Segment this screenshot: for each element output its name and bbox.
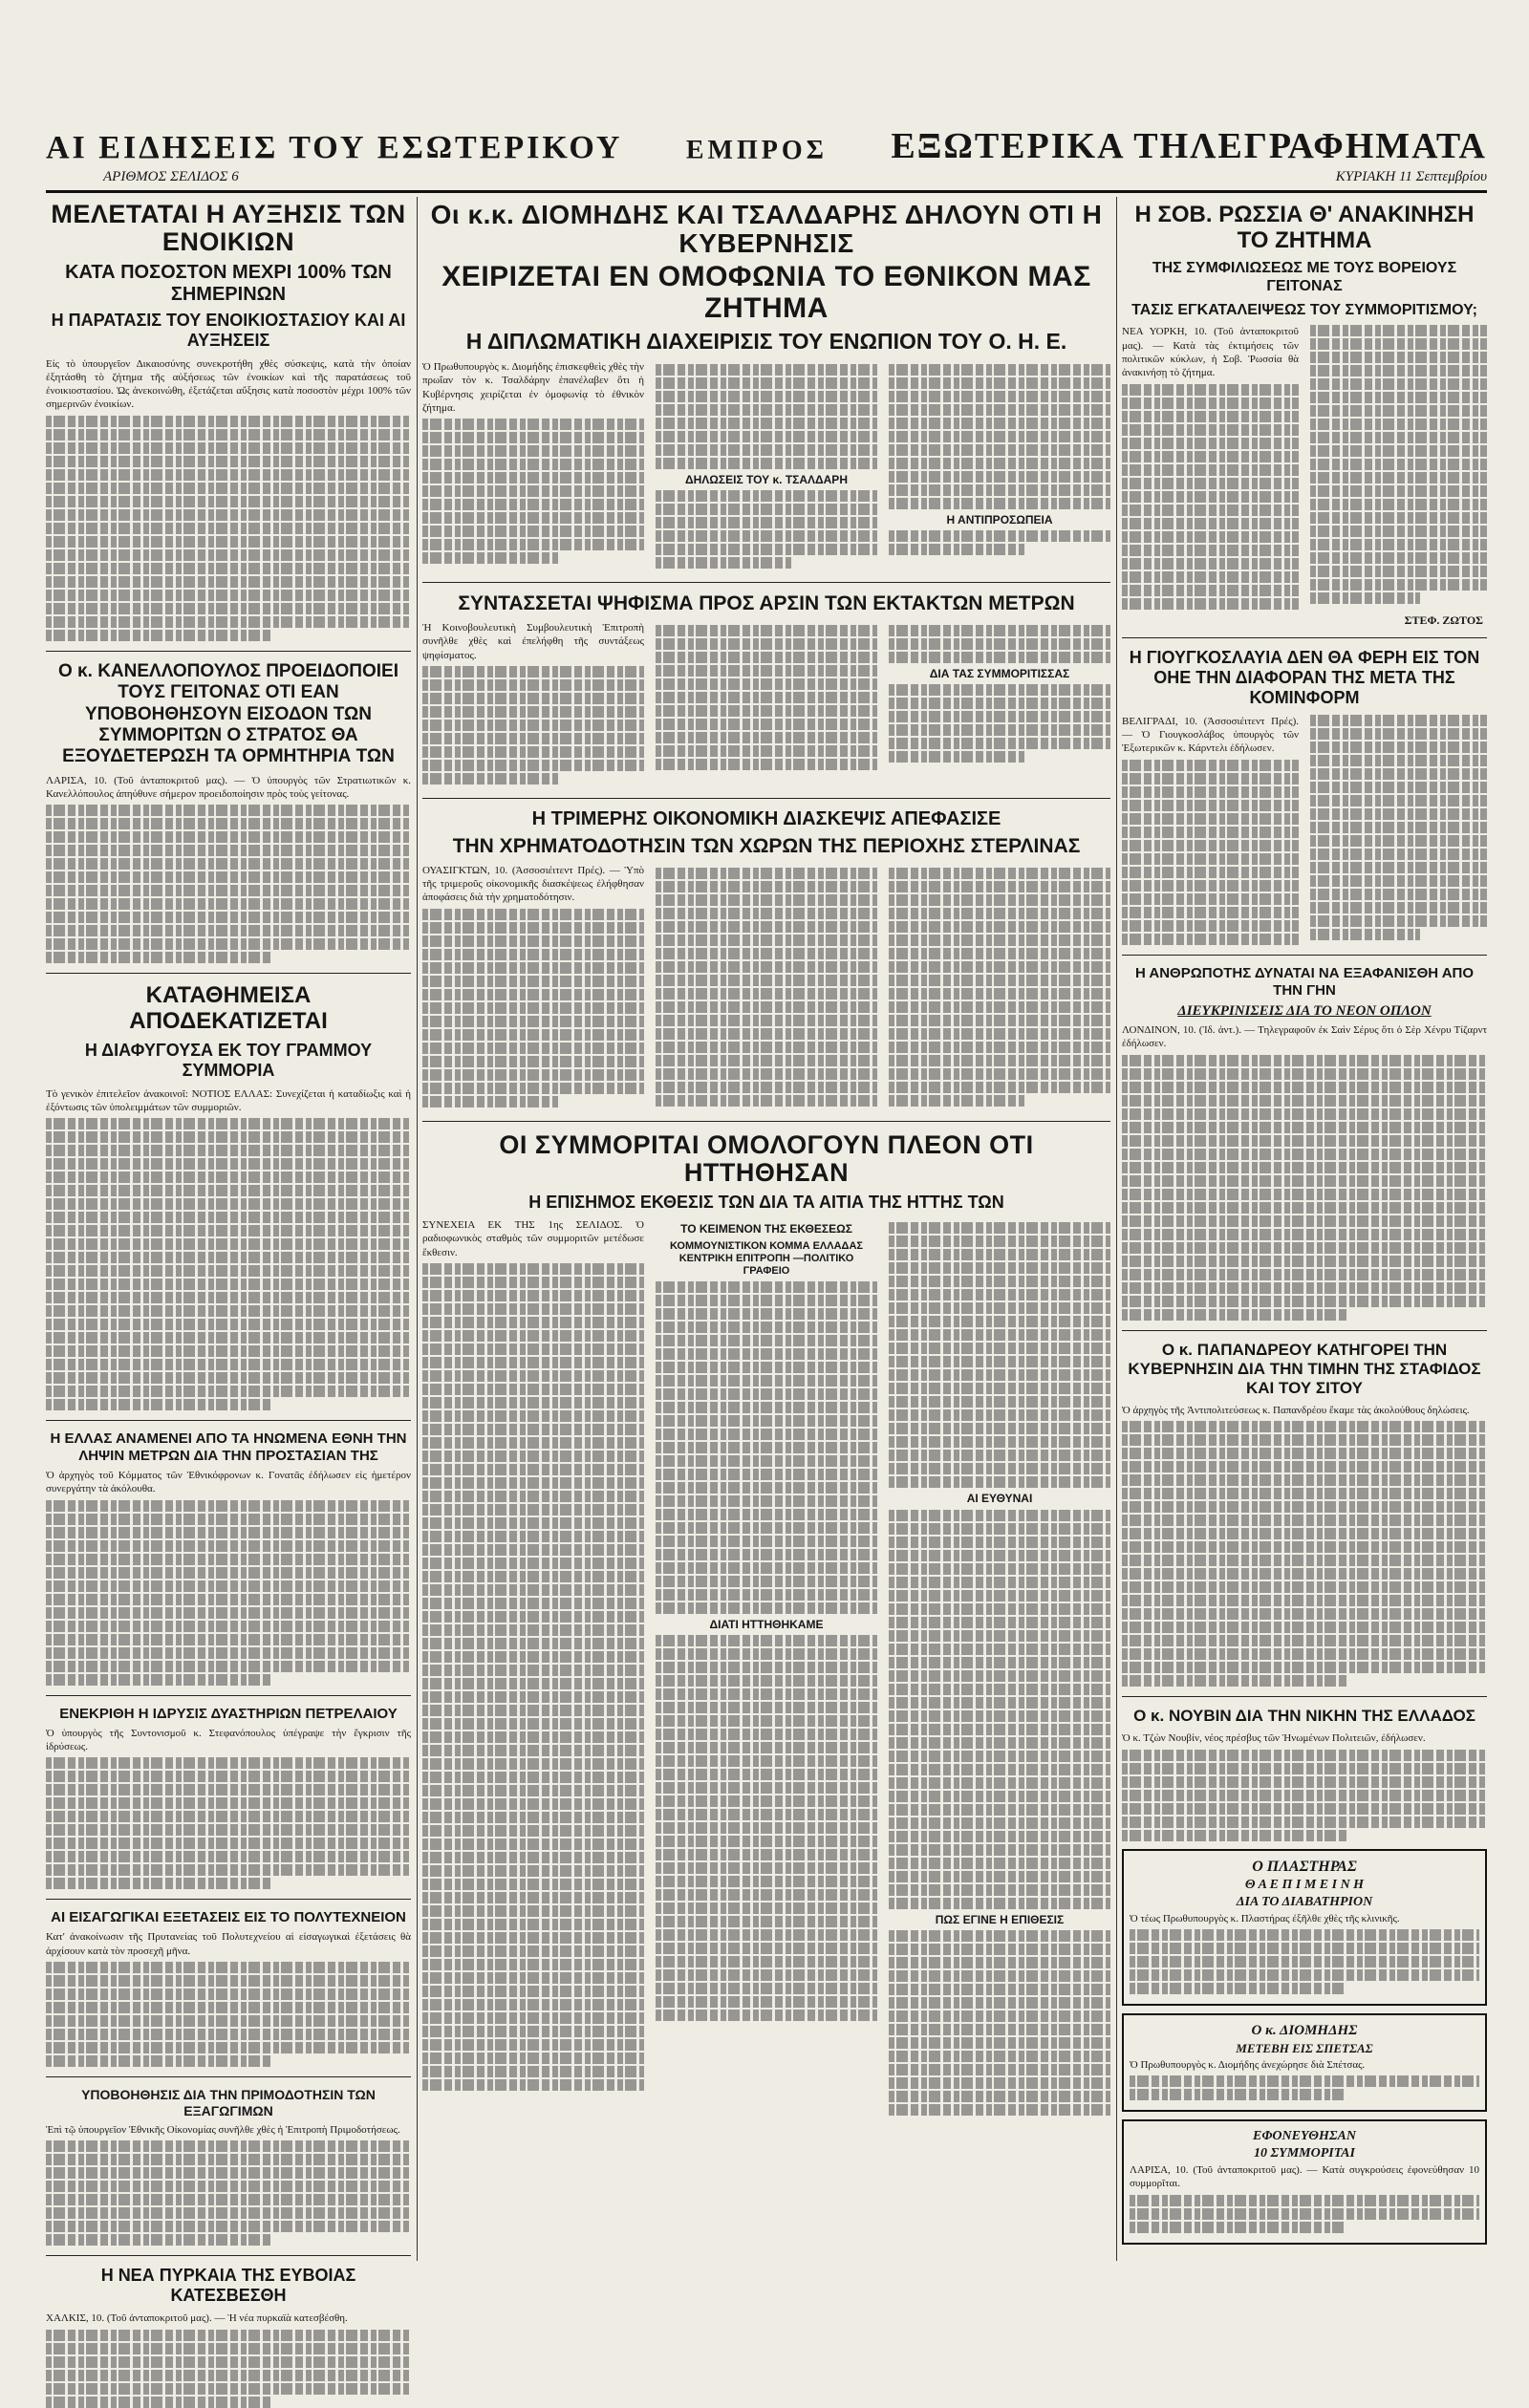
column-right [1122,197,1487,2261]
article-export-lead: Ἐπὶ τῷ ὑπουργεῖον Ἐθνικῆς Οἰκονομίας συνῆλθε χθὲς ἡ Ἐπιτροπὴ Πριμοδοτήσεως. [46,2123,400,2136]
article-papandreou-text [1122,1421,1487,1687]
text-block [656,1281,877,1614]
running-head [46,113,1487,164]
text-block [889,868,1110,1107]
article-fire-lead: ΧΑΛΚΙΣ, 10. (Τοῦ ἀνταποκριτοῦ μας). — Ἡ νέα πυρκαϊὰ κατεσβέσθη. [46,2312,348,2325]
box-plastiras-title: Ο ΠΛΑΣΤΗΡΑΣ [1252,1858,1357,1875]
divider [46,973,411,974]
article-yugoslavia-body [1122,715,1487,945]
headline-un-protection: Η ΕΛΛΑΣ ΑΝΑΜΕΝΕΙ ΑΠΟ ΤΑ ΗΝΩΜΕΝΑ ΕΘΝΗ ΤΗΝ ΛΗΨΙΝ ΜΕΤΡΩΝ ΔΙΑ ΤΗΝ ΠΡΟΣΤΑΣΙΑΝ ΤΗΣ [50,1430,407,1465]
text-block [656,1635,877,2021]
article-un-text [46,1500,411,1686]
box-plastiras-lead: Ὁ τέως Πρωθυπουργὸς κ. Πλαστήρας ἐξῆλθε χθὲς τῆς κλινικῆς. [1130,1912,1400,1924]
box-bandits-killed [1122,2119,1487,2245]
box-killed-title: ΕΦΟΝΕΥΘΗΣΑΝ [1253,2129,1356,2144]
divider [1122,637,1487,638]
headline-bandits-admit: ΟΙ ΣΥΜΜΟΡΙΤΑΙ ΟΜΟΛΟΓΟΥΝ ΠΛΕΟΝ ΟΤΙ ΗΤΤΗΘΗΣΑΝ [499,1129,1034,1187]
headline-evia-fire: Η ΝΕΑ ΠΥΡΚΑΙΑ ΤΗΣ ΕΥΒΟΙΑΣ ΚΑΤΕΣΒΕΣΘΗ [100,2265,356,2306]
subheading-tsaldaris: ΔΗΛΩΣΕΙΣ ΤΟΥ κ. ΤΣΑΛΔΑΡΗ [685,473,848,486]
top-rule [46,190,1487,193]
article-tripartite-lead: ΟΥΑΣΙΓΚΤΩΝ, 10. (Ἀσσοσιέιτεντ Πρές). — Ὑπὸ τῆς τριμεροῦς οἰκονομικῆς διασκέψεως ἐλήφθησαν ἀποφάσεις διὰ τὴν χρηματοδότησιν. [422,864,644,904]
subheading-report-text: ΤΟ ΚΕΙΜΕΝΟΝ ΤΗΣ ΕΚΘΕΣΕΩΣ [680,1222,852,1236]
article-polytechnic-text [46,1962,411,2067]
text-block [1130,1929,1479,1994]
headline-export-subsidy: ΥΠΟΒΟΗΘΗΣΙΣ ΔΙΑ ΤΗΝ ΠΡΙΜΟΔΟΤΗΣΙΝ ΤΩΝ ΕΞΑΓΩΓΙΜΩΝ [81,2086,376,2118]
headline-reconciliation: ΤΗΣ ΣΥΜΦΙΛΙΩΣΕΩΣ ΜΕ ΤΟΥΣ ΒΟΡΕΙΟΥΣ ΓΕΙΤΟΝΑΣ [1152,259,1457,294]
headline-nouvin: Ο κ. ΝΟΥΒΙΝ ΔΙΑ ΤΗΝ ΝΙΚΗΝ ΤΗΣ ΕΛΛΑΔΟΣ [1133,1707,1475,1726]
article-weapon-text [1122,1055,1487,1321]
divider [46,2076,411,2077]
divider [46,1899,411,1900]
article-kanellopoulos-lead: ΛΑΡΙΣΑ, 10. (Τοῦ ἀνταποκριτοῦ μας). — Ὁ ὑπουργὸς τῶν Στρατιωτικῶν κ. Κανελλόπουλος ἀπηύθυνε σήμερον προειδοποίησιν πρὸς τοὺς γείτονας. [46,774,411,801]
article-export-text [46,2140,411,2246]
headline-new-weapon: ΔΙΕΥΚΡΙΝΙΣΕΙΣ ΔΙΑ ΤΟ ΝΕΟΝ ΟΠΛΟΝ [1177,1003,1432,1020]
page-number-label: ΑΡΙΘΜΟΣ ΣΕΛΙΔΟΣ 6 [103,168,239,184]
box-diomidis-spetses [1122,2013,1487,2112]
headline-oil-refineries: ΕΝΕΚΡΙΘΗ Η ΙΔΡΥΣΙΣ ΔΥΑΣΤΗΡΙΩΝ ΠΕΤΡΕΛΑΙΟΥ [59,1705,398,1722]
subheading-responsibilities: ΑΙ ΕΥΘΥΝΑΙ [966,1492,1033,1506]
article-rents-text [46,416,411,641]
article-tripartite-body [422,864,1110,1111]
box-killed-lead: ΛΑΡΙΣΑ, 10. (Τοῦ ἀνταποκριτοῦ μας). — Κατὰ συγκρούσεις ἐφονεύθησαν 10 συμμορῖται. [1130,2164,1479,2190]
text-block [656,625,877,770]
headline-band-decimated: ΚΑΤΑΘΗΜΕΙΣΑ ΑΠΟΔΕΚΑΤΙΖΕΤΑΙ [129,982,328,1035]
article-soviet-body [1122,325,1487,610]
date-label: ΚΥΡΙΑΚΗ 11 Σεπτεμβρίου [1335,168,1487,184]
headline-official-report: Η ΕΠΙΣΗΜΟΣ ΕΚΘΕΣΙΣ ΤΩΝ ΔΙΑ ΤΑ ΑΙΤΙΑ ΤΗΣ ΗΤΤΗΣ ΤΩΝ [528,1192,1004,1212]
article-resolution-body [422,621,1110,788]
headline-resolution: ΣΥΝΤΑΣΣΕΤΑΙ ΨΗΦΙΣΜΑ ΠΡΟΣ ΑΡΣΙΝ ΤΩΝ ΕΚΤΑΚΤΩΝ ΜΕΤΡΩΝ [458,592,1075,615]
article-fire-text [46,2330,411,2408]
text-block [889,1510,1110,1909]
divider [1122,1330,1487,1331]
box-diomidis-sub: ΜΕΤΕΒΗ ΕΙΣ ΣΠΕΤΣΑΣ [1236,2040,1373,2055]
column-left [46,197,411,2325]
article-diomidis-body [422,360,1110,572]
section-title-domestic: ΑΙ ΕΙΔΗΣΕΙΣ ΤΟΥ ΕΣΩΤΕΡΙΚΟΥ [46,130,623,165]
divider [46,1420,411,1421]
divider [46,2255,411,2256]
box-killed-sub: 10 ΣΥΜΜΟΡΙΤΑΙ [1254,2146,1355,2161]
headline-sterling-area: ΤΗΝ ΧΡΗΜΑΤΟΔΟΤΗΣΙΝ ΤΩΝ ΧΩΡΩΝ ΤΗΣ ΠΕΡΙΟΧΗΣ ΣΤΕΡΛΙΝΑΣ [452,835,1081,858]
headline-diomidis-tsaldaris: Οι κ.κ. ΔΙΟΜΗΔΗΣ ΚΑΙ ΤΣΑΛΔΑΡΗΣ ΔΗΛΟΥΝ ΟΤΙ Η ΚΥΒΕΡΝΗΣΙΣ [430,200,1103,259]
article-report-body [422,1218,1110,2119]
headline-tripartite: Η ΤΡΙΜΕΡΗΣ ΟΙΚΟΝΟΜΙΚΗ ΔΙΑΣΚΕΨΙΣ ΑΠΕΦΑΣΙΣΕ [531,807,1001,829]
section-title-foreign: ΕΞΩΤΕΡΙΚΑ ΤΗΛΕΓΡΑΦΗΜΑΤΑ [891,126,1487,166]
box-plastiras-sub: Θ Α Ε Π Ι Μ Ε Ι Ν Η [1244,1877,1365,1892]
article-diomidis-lead: Ὁ Πρωθυπουργὸς κ. Διομήδης ἐπισκεφθεὶς χθὲς τὴν πρωΐαν τὸν κ. Τσαλδάρην ἐπανέλαβεν ὅτι ἡ Κυβέρνησις χειρίζεται ἐν ὁμοφωνίᾳ τὸ ἐθνικὸν ζήτημα. [422,361,644,414]
divider [422,798,1110,799]
column-divider [417,197,418,2261]
article-weapon-lead: ΛΟΝΔΙΝΟΝ, 10. (Ἰδ. ἀντ.). — Τηλεγραφοῦν ἐκ Σαὶν Σέρυς ὅτι ὁ Σὲρ Χένρυ Τίζαρντ ἐδήλωσεν. [1122,1024,1487,1050]
text-block [422,909,644,1107]
article-kanellopoulos-text [46,805,411,963]
headline-abandon-banditry: ΤΑΣΙΣ ΕΓΚΑΤΑΛΕΙΨΕΩΣ ΤΟΥ ΣΥΜΜΟΡΙΤΙΣΜΟΥ; [1131,301,1477,318]
column-center [422,197,1110,2261]
subheading-kke: ΚΟΜΜΟΥΝΙΣΤΙΚΟΝ ΚΟΜΜΑ ΕΛΛΑΔΑΣ ΚΕΝΤΡΙΚΗ ΕΠΙΤΡΟΠΗ —ΠΟΛΙΤΙΚΟ ΓΡΑΦΕΙΟ [669,1239,863,1277]
headline-national-issue: ΧΕΙΡΙΖΕΤΑΙ ΕΝ ΟΜΟΦΩΝΙΑ ΤΟ ΕΘΝΙΚΟΝ ΜΑΣ ΖΗΤΗΜΑ [441,261,1091,324]
article-band-lead: Τὸ γενικὸν ἐπιτελεῖον ἀνακοινοῖ: ΝΟΤΙΟΣ ΕΛΛΑΣ: Συνεχίζεται ἡ καταδίωξις καὶ ἡ ἐξόντωσις τῶν ὑπολειμμάτων τῶν συμμοριῶν. [46,1087,411,1113]
divider [46,651,411,652]
column-divider [1116,197,1117,2261]
headline-rents-deck: ΚΑΤΑ ΠΟΣΟΣΤΟΝ ΜΕΧΡΙ 100% ΤΩΝ ΣΗΜΕΡΙΝΩΝ [65,262,392,305]
headline-kanellopoulos: Ο κ. ΚΑΝΕΛΛΟΠΟΥΛΟΣ ΠΡΟΕΙΔΟΠΟΙΕΙ ΤΟΥΣ ΓΕΙΤΟΝΑΣ ΟΤΙ ΕΑΝ ΥΠΟΒΟΗΘΗΣΟΥΝ ΕΙΣΟΔΟΝ ΤΩΝ ΣΥΜΜΟΡΙΤΩΝ Ο ΣΤΡΑΤΟΣ ΘΑ ΕΞΟΥΔΕΤΕΡΩΣΗ ΤΑ ΟΡΜΗΤΗΡΙΑ ΤΩΝ [58,660,398,767]
article-nouvin-lead: Ὁ κ. Τζὼν Νουβίν, νέος πρέσβυς τῶν Ἡνωμένων Πολιτειῶν, ἐδήλωσεν. [1122,1732,1426,1745]
article-resolution-lead: Ἡ Κοινοβουλευτικὴ Συμβουλευτικὴ Ἐπιτροπὴ συνῆλθε χθὲς καὶ ἐπελήφθη τῆς συντάξεως ψηφίσματος. [422,621,644,661]
subheading-female-bandits: ΔΙΑ ΤΑΣ ΣΥΜΜΟΡΙΤΙΣΣΑΣ [929,666,1070,680]
headline-un-handling: Η ΔΙΠΛΩΜΑΤΙΚΗ ΔΙΑΧΕΙΡΙΣΙΣ ΤΟΥ ΕΝΩΠΙΟΝ ΤΟΥ Ο. Η. Ε. [465,329,1067,355]
subheading-delegation: Η ΑΝΤΙΠΡΟΣΩΠΕΙΑ [946,513,1053,527]
article-oil-text [46,1757,411,1889]
running-subhead [46,166,1487,187]
headline-soviet-russia: Η ΣΟΒ. ΡΩΣΣΙΑ Θ' ΑΝΑΚΙΝΗΣΗ ΤΟ ΖΗΤΗΜΑ [1134,202,1475,253]
headline-yugoslavia: Η ΓΙΟΥΓΚΟΣΛΑΥΙΑ ΔΕΝ ΘΑ ΦΕΡΗ ΕΙΣ ΤΟΝ ΟΗΕ ΤΗΝ ΔΙΑΦΟΡΑΝ ΤΗΣ ΜΕΤΑ ΤΗΣ ΚΟΜΙΝΦΟΡΜ [1129,647,1480,708]
text-block [889,364,1110,509]
box-plastiras [1122,1849,1487,2006]
article-oil-lead: Ὁ ὑπουργὸς τῆς Συντονισμοῦ κ. Στεφανόπουλος ὑπέγραψε τὴν ἔγκρισιν τῆς ἱδρύσεως. [46,1727,411,1753]
headline-band-decimated-sub: Η ΔΙΑΦΥΓΟΥΣΑ ΕΚ ΤΟΥ ΓΡΑΜΜΟΥ ΣΥΜΜΟΡΙΑ [84,1041,373,1081]
text-block [422,419,644,564]
box-diomidis-lead: Ὁ Πρωθυπουργὸς κ. Διομήδης ἀνεχώρησε διὰ Σπέτσας. [1130,2058,1366,2071]
text-block [1130,2075,1479,2100]
headline-rents-sub: Η ΠΑΡΑΤΑΣΙΣ ΤΟΥ ΕΝΟΙΚΙΟΣΤΑΣΙΟΥ ΚΑΙ ΑΙ ΑΥΞΗΣΕΙΣ [51,311,406,351]
divider [422,1121,1110,1122]
text-block [889,1222,1110,1488]
article-soviet-lead: ΝΕΑ ΥΟΡΚΗ, 10. (Τοῦ ἀνταποκριτοῦ μας). — Κατὰ τὰς ἐκτιμήσεις τῶν πολιτικῶν κύκλων, ἡ Σοβ. Ῥωσσία θὰ ἀνακινήσῃ τὸ ζήτημα. [1122,326,1299,379]
divider [1122,955,1487,956]
text-block [889,1930,1110,2116]
box-diomidis-title: Ο κ. ΔΙΟΜΗΔΗΣ [1251,2022,1358,2038]
newspaper-name: ΕΜΠΡΟΣ [685,136,828,165]
text-block [422,666,644,785]
text-block [656,490,877,569]
headline-polytechnic: ΑΙ ΕΙΣΑΓΩΓΙΚΑΙ ΕΞΕΤΑΣΕΙΣ ΕΙΣ ΤΟ ΠΟΛΥΤΕΧΝΕΙΟΝ [51,1909,406,1926]
subheading-how-attack: ΠΩΣ ΕΓΙΝΕ Η ΕΠΙΘΕΣΙΣ [935,1912,1065,1926]
article-nouvin-text [1122,1750,1487,1841]
headline-rents: ΜΕΛΕΤΑΤΑΙ Η ΑΥΞΗΣΙΣ ΤΩΝ ΕΝΟΙΚΙΩΝ [51,200,406,257]
subheading-why-defeated: ΔΙΑΤΙ ΗΤΤΗΘΗΚΑΜΕ [709,1618,824,1632]
headline-humanity: Η ΑΝΘΡΩΠΟΤΗΣ ΔΥΝΑΤΑΙ ΝΑ ΕΞΑΦΑΝΙΣΘΗ ΑΠΟ ΤΗΝ ΓΗΝ [1134,965,1475,1000]
headline-papandreou: Ο κ. ΠΑΠΑΝΔΡΕΟΥ ΚΑΤΗΓΟΡΕΙ ΤΗΝ ΚΥΒΕΡΝΗΣΙΝ ΔΙΑ ΤΗΝ ΤΙΜΗΝ ΤΗΣ ΣΤΑΦΙΔΟΣ ΚΑΙ ΤΟΥ ΣΙΤΟΥ [1128,1340,1481,1397]
text-block [422,1263,644,2091]
divider [46,1695,411,1696]
box-plastiras-sub2: ΔΙΑ ΤΟ ΔΙΑΒΑΤΗΡΙΟΝ [1236,1894,1373,1909]
article-un-lead: Ὁ ἀρχηγὸς τοῦ Κόμματος τῶν Ἐθνικόφρονων κ. Γονατᾶς ἐδήλωσεν εἰς ἡμετέρον συνεργάτην τὰ ἀκόλουθα. [46,1470,411,1495]
divider [1122,1696,1487,1697]
text-block [889,625,1110,663]
article-papandreou-lead: Ὁ ἀρχηγὸς τῆς Ἀντιπολιτεύσεως κ. Παπανδρέου ἔκαμε τὰς ἀκολούθους δηλώσεις. [1122,1404,1470,1416]
divider [422,582,1110,583]
article-rents-lead: Εἰς τὸ ὑπουργεῖον Δικαιοσύνης συνεκροτήθη χθὲς σύσκεψις, κατὰ τὴν ὁποίαν ἐξητάσθη τὸ ζήτημα τῆς αὐξήσεως τῶν ἐνοικίων καὶ τῆς παρατάσεως τοῦ ἐνοικιοστασίου. Ὡς ἀνεκοινώθη, ἐξετάζεται αὔξησις κατὰ ποσοστὸν μέχρι 100% τῶν σημερινῶν ἐνοικίων. [46,357,411,411]
text-block [1130,2195,1479,2233]
article-polytechnic-lead: Κατ' ἀνακοίνωσιν τῆς Πρυτανείας τοῦ Πολυτεχνείου αἱ εἰσαγωγικαὶ ἐξετάσεις θὰ ἀρχίσουν κατὰ τὸν προσεχῆ μῆνα. [46,1931,411,1957]
text-block [656,868,877,1107]
article-band-text [46,1118,411,1410]
article-report-lead: ΣΥΝΕΧΕΙΑ ΕΚ ΤΗΣ 1ης ΣΕΛΙΔΟΣ. Ὁ ραδιοφωνικὸς σταθμὸς τῶν συμμοριτῶν μετέδωσε ἔκθεσιν. [422,1219,644,1258]
text-block [889,684,1110,763]
article-yugoslavia-lead: ΒΕΛΙΓΡΑΔΙ, 10. (Ἀσσοσιέιτεντ Πρές). — Ὁ Γιουγκοσλάβος ὑπουργὸς τῶν Ἐξωτερικῶν κ. Κάρντελι ἐδήλωσεν. [1122,715,1299,755]
byline-zotos: ΣΤΕΦ. ΖΩΤΟΣ [1404,613,1483,627]
text-block [889,530,1110,555]
text-block [656,364,877,469]
